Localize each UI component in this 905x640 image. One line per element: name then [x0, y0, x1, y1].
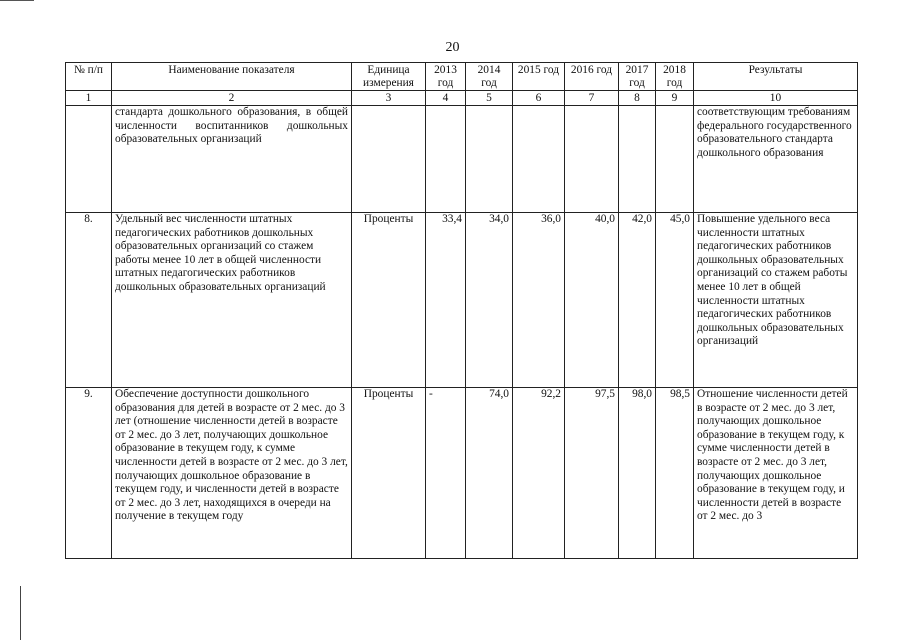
value-2018: 98,5 — [656, 388, 694, 559]
col-number: 3 — [352, 91, 426, 106]
header-2013: 2013 год — [426, 63, 466, 91]
table-row — [66, 213, 858, 388]
col-number: 9 — [656, 91, 694, 106]
value-2013 — [426, 106, 466, 213]
indicators-table — [65, 62, 858, 559]
header-unit: Единица измерения — [352, 63, 426, 91]
col-number: 7 — [565, 91, 619, 106]
row-unit — [352, 106, 426, 213]
value-2016 — [565, 106, 619, 213]
row-num — [66, 106, 112, 213]
row-results: Повышение удельного веса численности штатных педагогических работников дошкольных образовательных организаций со стажем работы менее 10 лет в общей численности штатных педагогических работников дошкольных образовательных организаций — [694, 213, 858, 388]
header-2016: 2016 год — [565, 63, 619, 91]
value-2015: 92,2 — [513, 388, 565, 559]
page-number: 20 — [445, 40, 460, 55]
value-2016: 97,5 — [565, 388, 619, 559]
value-2014: 34,0 — [466, 213, 513, 388]
row-name: стандарта дошкольного образования, в общей численности воспитанников дошкольных образовательных организаций — [112, 106, 352, 213]
header-2014: 2014 год — [466, 63, 513, 91]
value-2018: 45,0 — [656, 213, 694, 388]
value-2018 — [656, 106, 694, 213]
row-unit: Проценты — [352, 388, 426, 559]
value-2017: 98,0 — [619, 388, 656, 559]
row-unit: Проценты — [352, 213, 426, 388]
col-number: 2 — [112, 91, 352, 106]
value-2016: 40,0 — [565, 213, 619, 388]
header-row — [66, 63, 858, 91]
col-number: 1 — [66, 91, 112, 106]
scan-edge-left — [20, 586, 21, 640]
col-number: 6 — [513, 91, 565, 106]
value-2015: 36,0 — [513, 213, 565, 388]
header-2018: 2018 год — [656, 63, 694, 91]
row-name: Удельный вес численности штатных педагогических работников дошкольных образовательных организаций со стажем работы менее 10 лет в общей численности штатных педагогических работников дошкольных образовательных организаций — [112, 213, 352, 388]
header-2015: 2015 год — [513, 63, 565, 91]
value-2015 — [513, 106, 565, 213]
value-2017 — [619, 106, 656, 213]
value-2014: 74,0 — [466, 388, 513, 559]
scan-edge-top — [0, 0, 34, 1]
table-row — [66, 388, 858, 559]
value-2013: - — [426, 388, 466, 559]
table-row — [66, 106, 858, 213]
row-num: 8. — [66, 213, 112, 388]
row-name: Обеспечение доступности дошкольного образования для детей в возрасте от 2 мес. до 3 лет (отношение численности детей в возрасте от 2 мес. до 3 лет, получающих дошкольное образование в текущем году, к сумме численности детей в возрасте от 2 мес. до 3 лет, получающих дошкольное образование в текущем году, и численности детей в возрасте от 2 мес. до 3 лет, находящихся в очереди на получение в текущем году — [112, 388, 352, 559]
header-name: Наименование показателя — [112, 63, 352, 91]
col-number: 8 — [619, 91, 656, 106]
row-num: 9. — [66, 388, 112, 559]
value-2017: 42,0 — [619, 213, 656, 388]
column-number-row — [66, 91, 858, 106]
row-results: соответствующим требованиям федерального государственного образовательного стандарта дошкольного образования — [694, 106, 858, 213]
header-results: Результаты — [694, 63, 858, 91]
value-2014 — [466, 106, 513, 213]
col-number: 5 — [466, 91, 513, 106]
header-num: № п/п — [66, 63, 112, 91]
col-number: 4 — [426, 91, 466, 106]
col-number: 10 — [694, 91, 858, 106]
row-results: Отношение численности детей в возрасте от 2 мес. до 3 лет, получающих дошкольное образование в текущем году, к сумме численности детей в возрасте от 2 мес. до 3 лет, получающих дошкольное образование в текущем году, и численности детей в возрасте от 2 мес. до 3 — [694, 388, 858, 559]
header-2017: 2017 год — [619, 63, 656, 91]
value-2013: 33,4 — [426, 213, 466, 388]
